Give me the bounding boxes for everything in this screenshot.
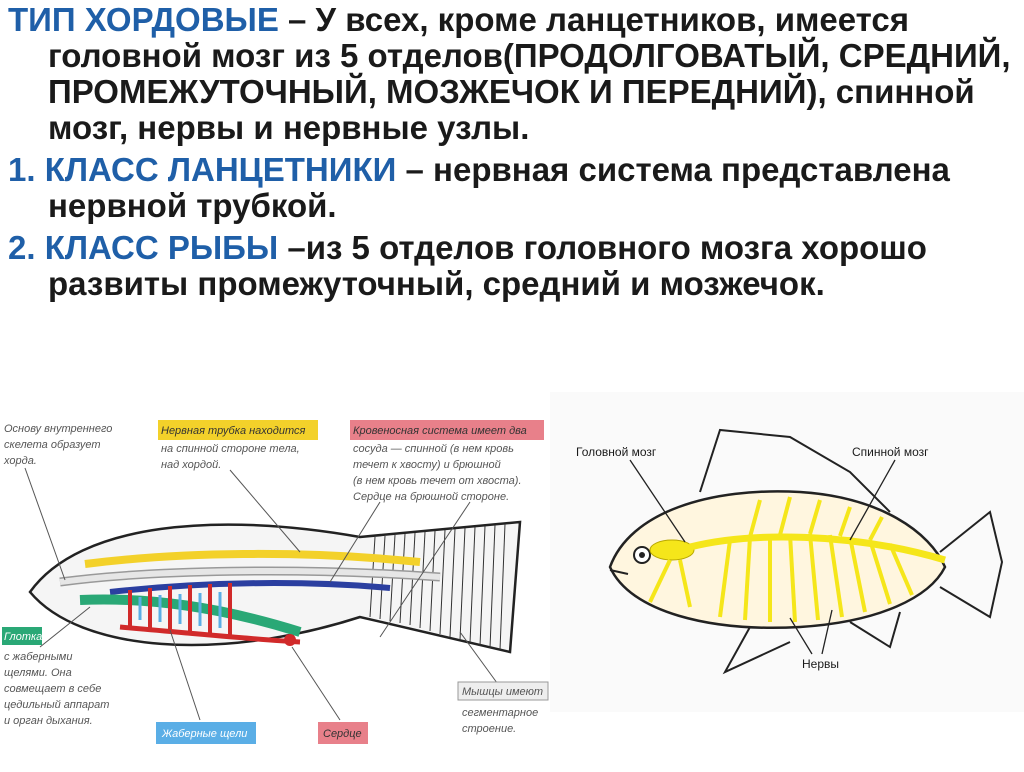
note-chord-3: хорда. bbox=[4, 455, 37, 467]
note-pharynx-1: с жаберными bbox=[4, 651, 73, 663]
note-tube-1: на спинной стороне тела, bbox=[161, 443, 300, 455]
heart-mark bbox=[284, 634, 296, 646]
heading-chordates: ТИП ХОРДОВЫЕ bbox=[8, 1, 279, 38]
lancelet-body bbox=[30, 522, 520, 652]
label-heart: Сердце bbox=[323, 728, 362, 740]
note-muscles-title: Мышцы имеют bbox=[462, 686, 544, 698]
note-pharynx-2: щелями. Она bbox=[4, 667, 72, 679]
note-tube-2: над хордой. bbox=[161, 459, 222, 471]
lancelet-diagram bbox=[0, 402, 556, 767]
note-blood-2: течет к хвосту) и брюшной bbox=[353, 459, 501, 471]
note-muscles-1: сегментарное bbox=[462, 707, 539, 719]
text-lancelets: – нервная система представлена нервной трубкой. bbox=[48, 151, 950, 224]
note-blood-1: сосуда — спинной (в нем кровь bbox=[353, 443, 514, 455]
note-pharynx-4: цедильный аппарат bbox=[4, 699, 110, 711]
paragraph-lancelets bbox=[8, 152, 1018, 224]
heading-fish: 2. КЛАСС РЫБЫ bbox=[8, 229, 279, 266]
fish-nervous-diagram bbox=[550, 392, 1024, 712]
label-brain: Головной мозг bbox=[576, 445, 657, 459]
text-chordates: – У всех, кроме ланцетников, имеется головной мозг из 5 отделов(ПРОДОЛГОВАТЫЙ, СРЕДНИЙ, ПРОМЕЖУТОЧНЫЙ, МОЗЖЕЧОК И ПЕРЕДНИЙ), спинной мозг, нервы и нервные узлы. bbox=[48, 1, 1011, 146]
note-tube-title: Нервная трубка находится bbox=[161, 425, 306, 437]
note-blood-3: (в нем кровь течет от хвоста). bbox=[353, 475, 522, 487]
paragraph-fish bbox=[8, 230, 1018, 302]
note-blood-title: Кровеносная система имеет два bbox=[353, 425, 527, 437]
heading-lancelets: 1. КЛАСС ЛАНЦЕТНИКИ bbox=[8, 151, 397, 188]
note-pharynx-3: совмещает в себе bbox=[4, 683, 102, 695]
note-pharynx-5: и орган дыхания. bbox=[4, 715, 93, 727]
note-chord-2: скелета образует bbox=[4, 439, 101, 451]
fish-brain bbox=[650, 540, 694, 560]
label-nerves: Нервы bbox=[802, 657, 840, 671]
lancelet-svg bbox=[0, 402, 556, 767]
note-pharynx-title: Глотка bbox=[4, 631, 43, 643]
note-muscles-2: строение. bbox=[462, 723, 517, 735]
label-spinal-cord: Спинной мозг bbox=[852, 445, 929, 459]
text-fish: –из 5 отделов головного мозга хорошо развиты промежуточный, средний и мозжечок. bbox=[48, 229, 927, 302]
fish-svg bbox=[550, 392, 1024, 712]
label-gill-slits: Жаберные щели bbox=[162, 728, 248, 740]
note-blood-4: Сердце на брюшной стороне. bbox=[353, 491, 510, 503]
note-chord-1: Основу внутреннего bbox=[4, 423, 113, 435]
paragraph-chordates bbox=[8, 2, 1018, 146]
slide-text bbox=[8, 0, 1018, 302]
